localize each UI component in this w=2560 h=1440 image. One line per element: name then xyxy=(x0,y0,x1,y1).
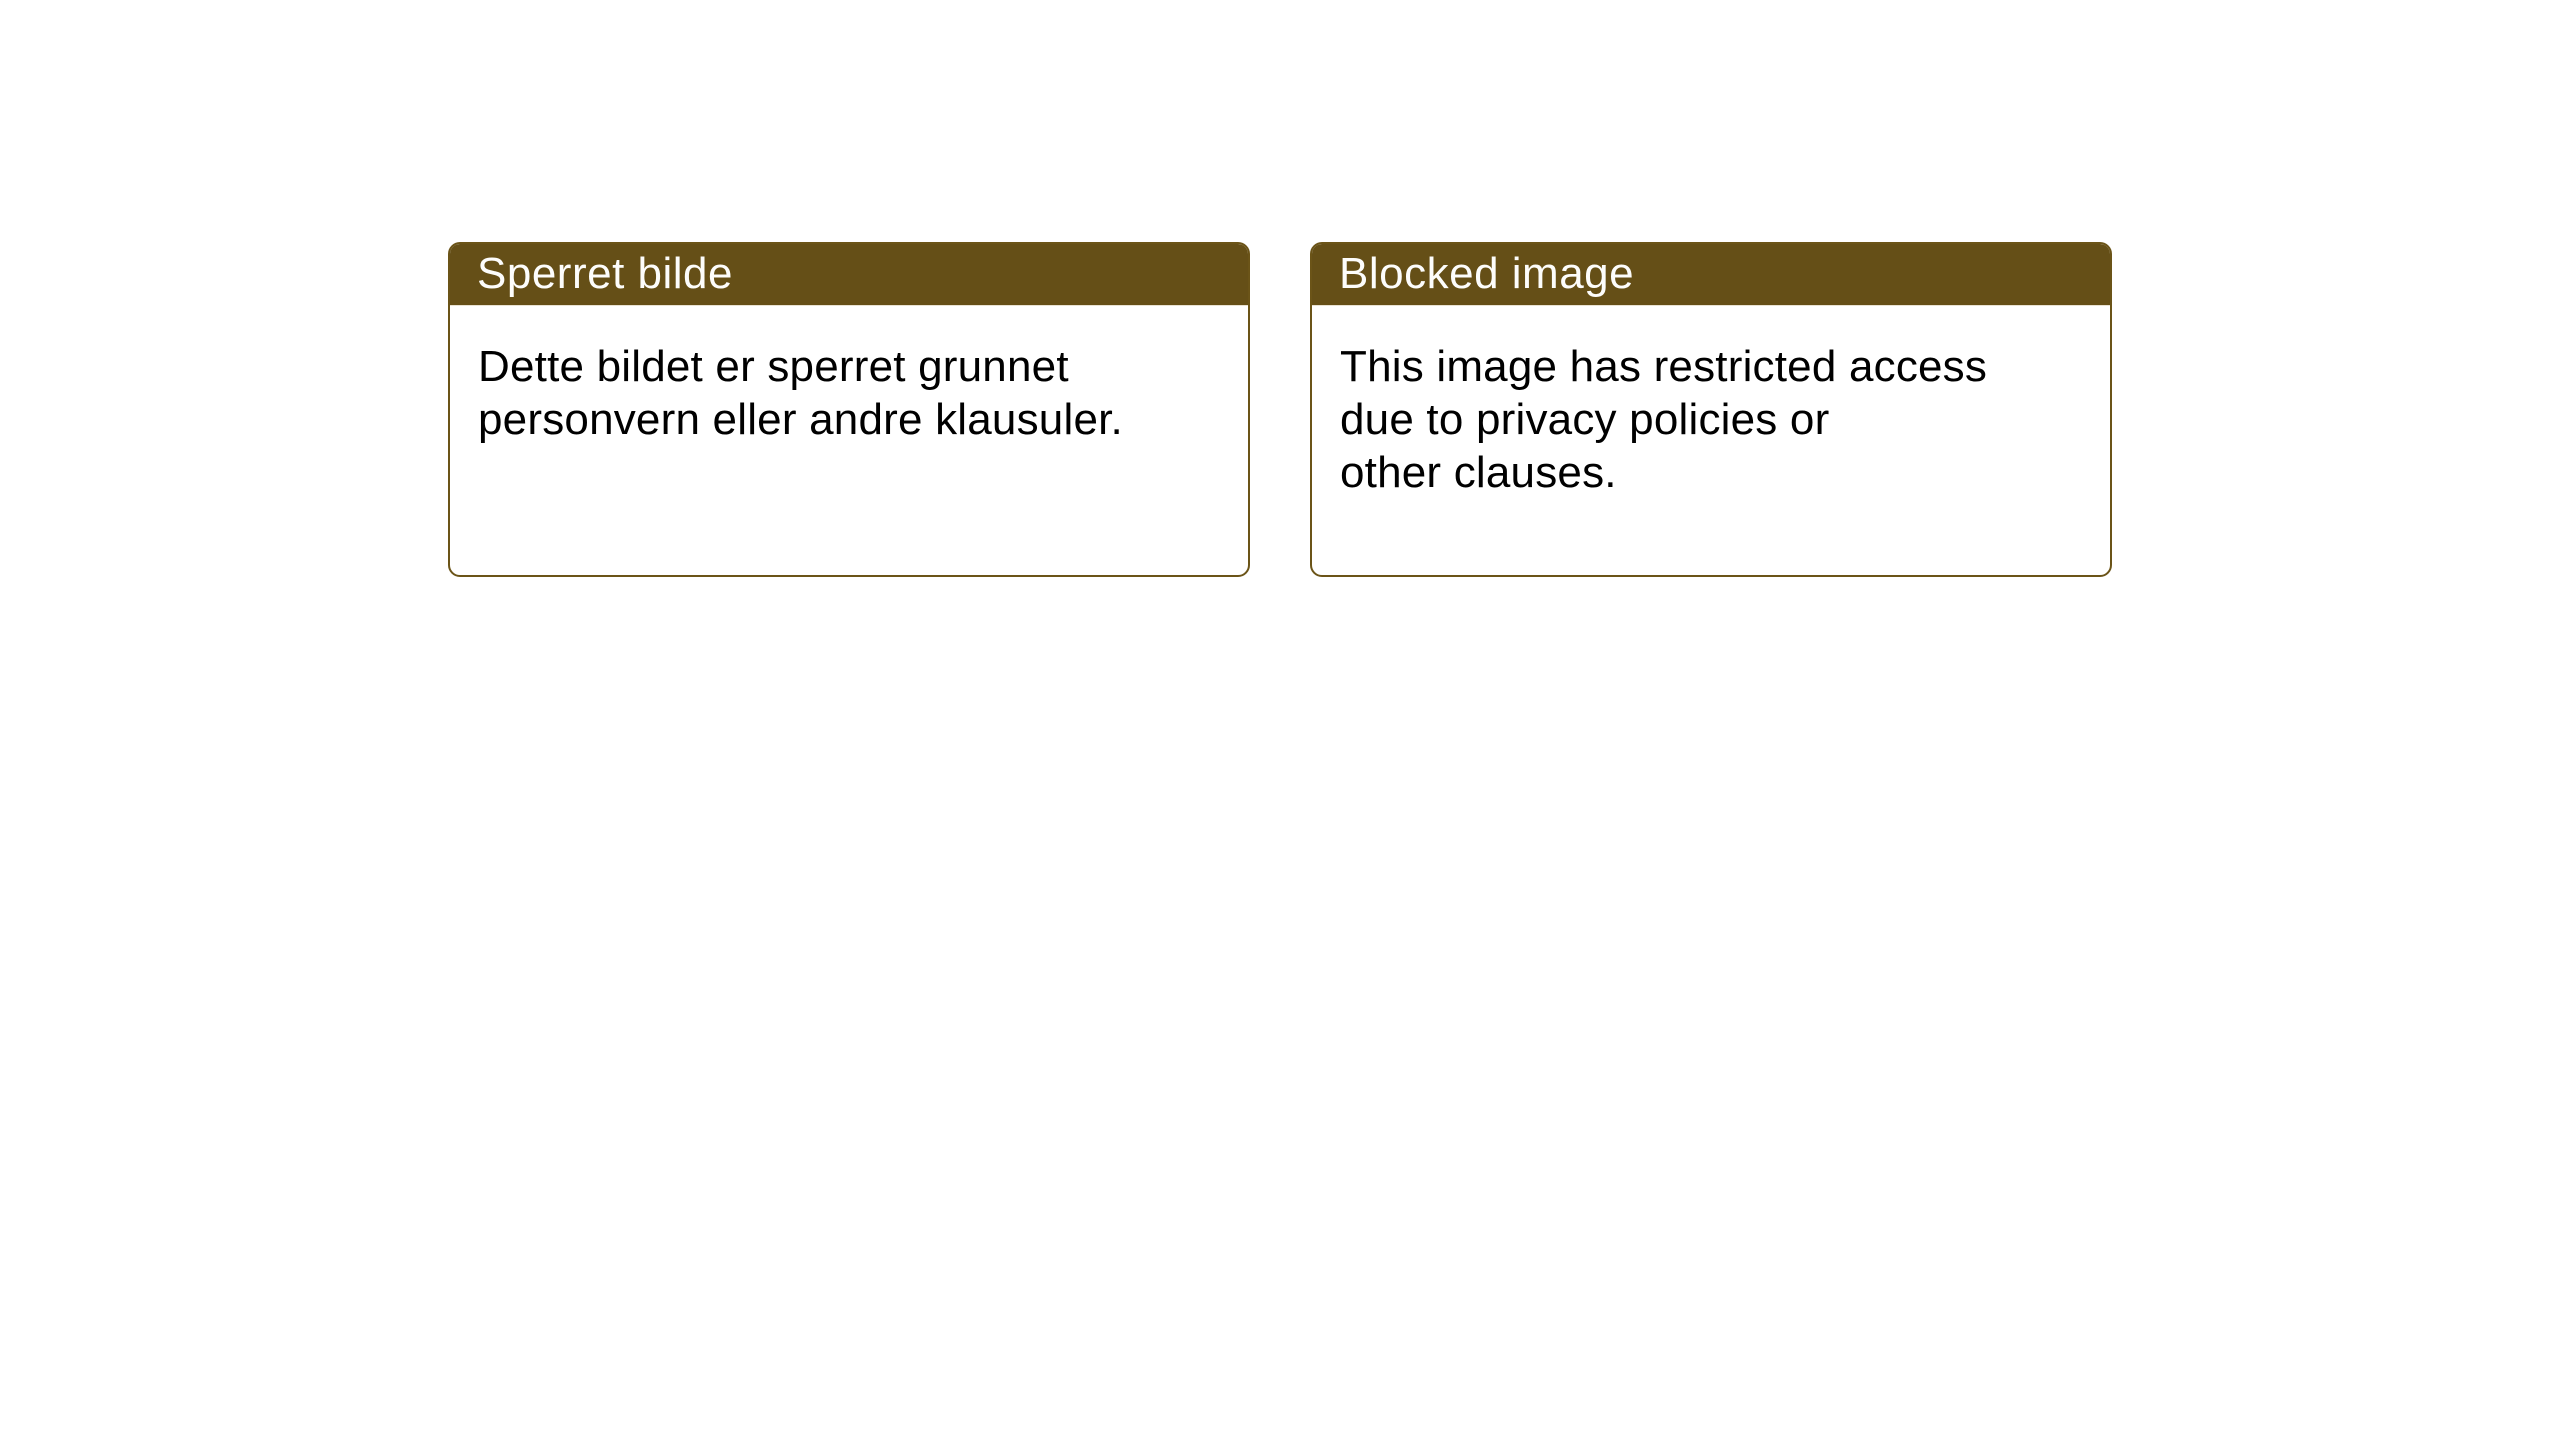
card-title: Blocked image xyxy=(1339,249,1635,298)
card-message xyxy=(1340,340,2082,499)
card-message-line: other clauses. xyxy=(1340,448,1617,497)
card-header xyxy=(1311,243,2111,306)
card-message-line: personvern eller andre klausuler. xyxy=(478,395,1123,444)
card-body xyxy=(1312,306,2110,499)
card-message-line: This image has restricted access xyxy=(1340,342,1988,391)
card-title: Sperret bilde xyxy=(477,249,733,298)
card-body xyxy=(450,306,1248,446)
card-message-line: due to privacy policies or xyxy=(1340,395,1830,444)
blocked-image-card-norwegian xyxy=(448,242,1250,577)
blocked-image-card-english xyxy=(1310,242,2112,577)
card-message xyxy=(478,340,1220,446)
card-message-line: Dette bildet er sperret grunnet xyxy=(478,342,1069,391)
card-header xyxy=(449,243,1249,306)
